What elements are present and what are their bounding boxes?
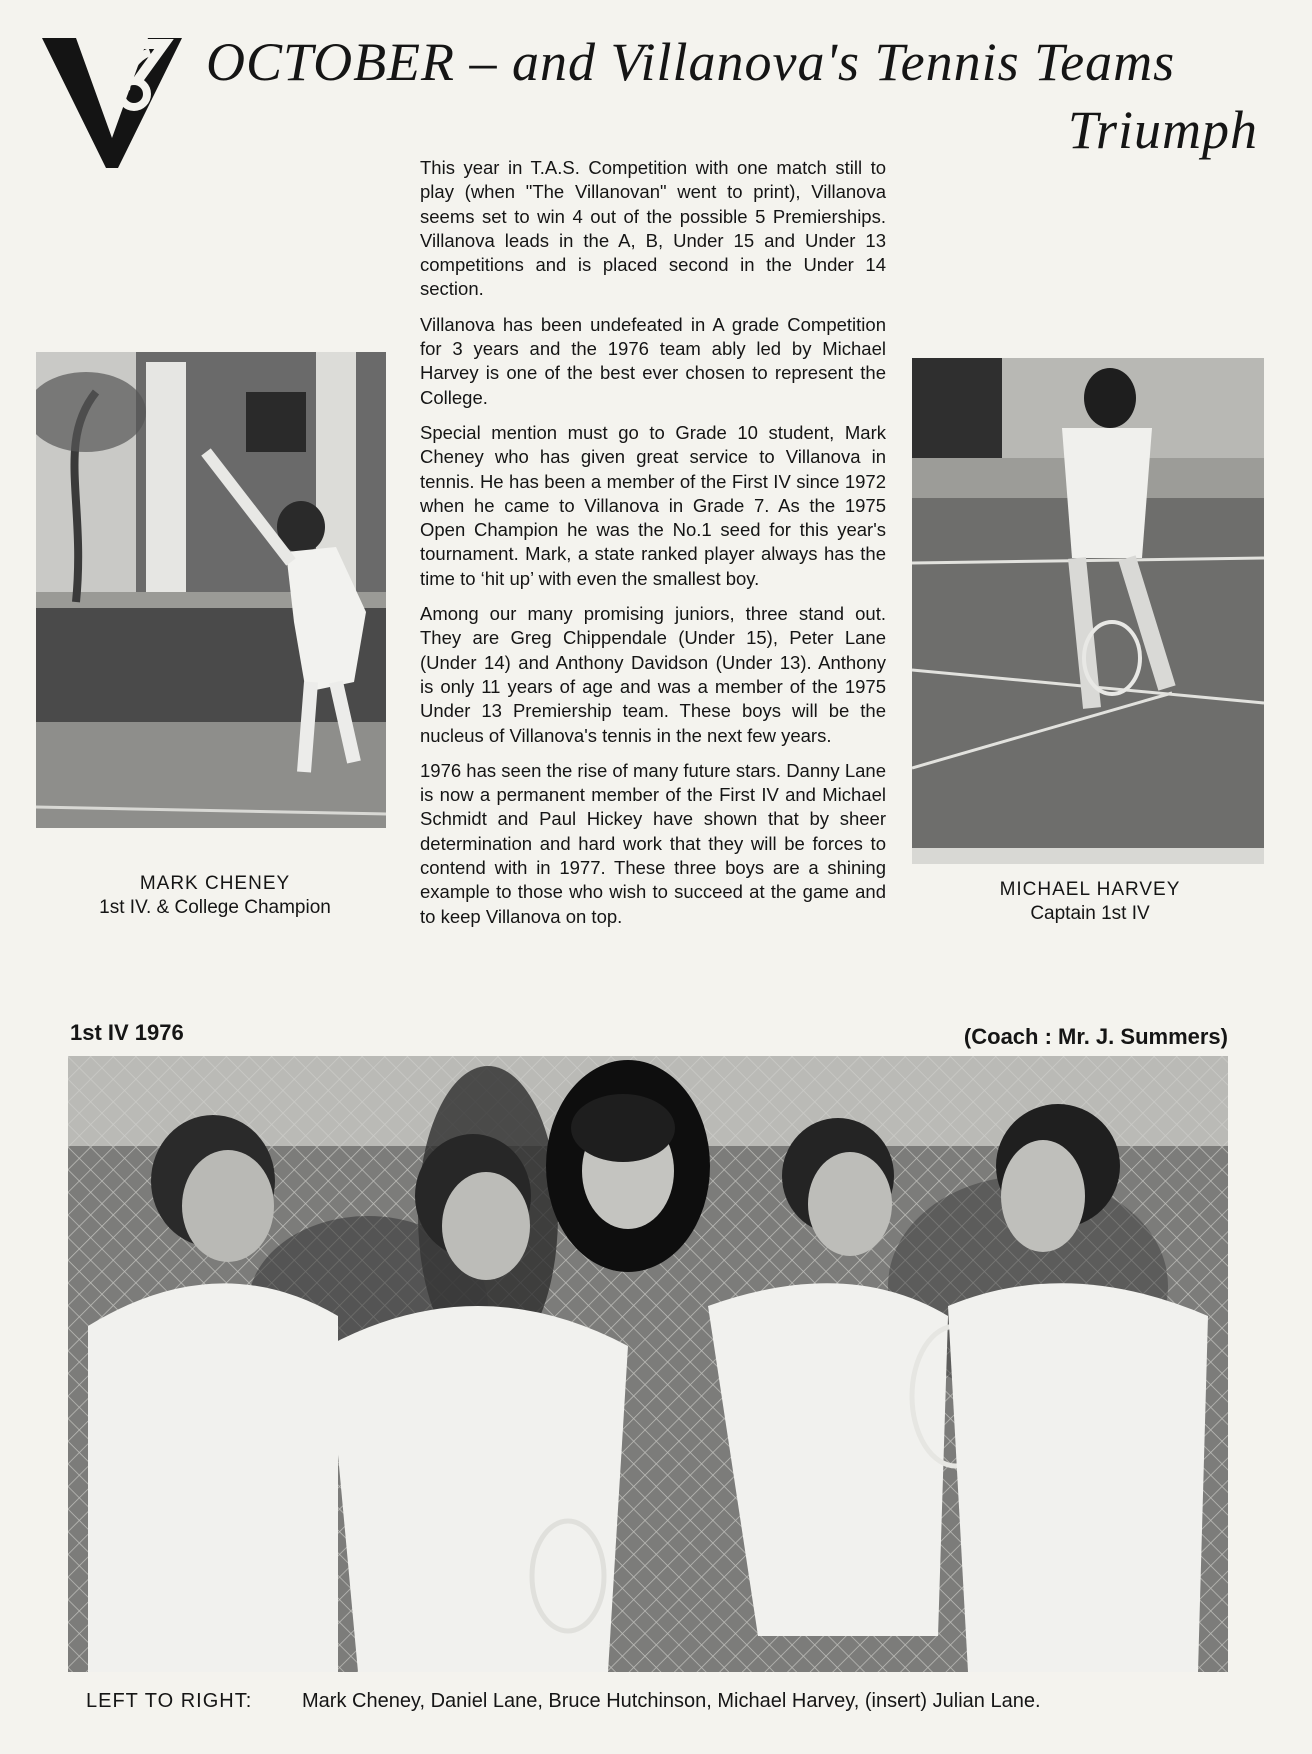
photo-credits-line	[86, 1688, 1266, 1714]
article-body	[420, 156, 886, 940]
caption-role: Captain 1st IV	[1030, 903, 1150, 924]
footer-label: LEFT TO RIGHT:	[86, 1690, 253, 1712]
caption-role: 1st IV. & College Champion	[99, 897, 331, 918]
page-title: OCTOBER – and Villanova's Tennis Teams	[206, 32, 1176, 92]
coach-label: (Coach : Mr. J. Summers)	[963, 1024, 1228, 1049]
caption-mark-cheney	[40, 872, 390, 920]
caption-name: MARK CHENEY	[139, 873, 291, 894]
article-paragraph: Special mention must go to Grade 10 student, Mark Cheney who has given great service to Villanova in tennis. He has been a member of the First IV since 1972 when he came to Villanova in Grade 7. As the 1975 Open Champion he was the No.1 seed for this year's tournament. Mark, a state ranked player always has the time to ‘hit up’ with even the smallest boy.	[420, 421, 886, 589]
footer-names: Mark Cheney, Daniel Lane, Bruce Hutchinson, Michael Harvey, (insert) Julian Lane.	[302, 1690, 1041, 1712]
article-paragraph: This year in T.A.S. Competition with one match still to play (when "The Villanovan" went to print), Villanova seems set to win 4 out of the possible 5 Premierships. Villanova leads in the A, B, Under 15 and Under 13 competitions and is placed second in the Under 14 section.	[420, 157, 886, 300]
team-label: 1st IV 1976	[70, 1020, 184, 1045]
college-logo	[42, 38, 182, 170]
caption-michael-harvey	[920, 878, 1260, 926]
photo-michael-harvey	[912, 358, 1264, 864]
caption-name: MICHAEL HARVEY	[999, 879, 1181, 900]
page-title-continued: Triumph	[1067, 100, 1258, 160]
article-paragraph: Villanova has been undefeated in A grade Competition for 3 years and the 1976 team ably led by Michael Harvey is one of the best ever chosen to represent the College.	[420, 313, 886, 408]
photo-mark-cheney	[36, 352, 386, 828]
photo-team-1st-iv	[68, 1056, 1228, 1672]
article-paragraph: 1976 has seen the rise of many future stars. Danny Lane is now a permanent member of the First IV and Michael Schmidt and Paul Hickey have shown that by sheer determination and hard work that they will be forces to contend with in 1977. These three boys are a shining example to those who wish to succeed at the game and to keep Villanova on top.	[420, 759, 886, 927]
article-paragraph: Among our many promising juniors, three stand out. They are Greg Chippendale (Under 15), Peter Lane (Under 14) and Anthony Davidson (Under 13). Anthony is only 11 years of age and was a member of the 1975 Under 13 Premiership team. These boys will be the nucleus of Villanova's tennis in the next few years.	[420, 603, 886, 746]
